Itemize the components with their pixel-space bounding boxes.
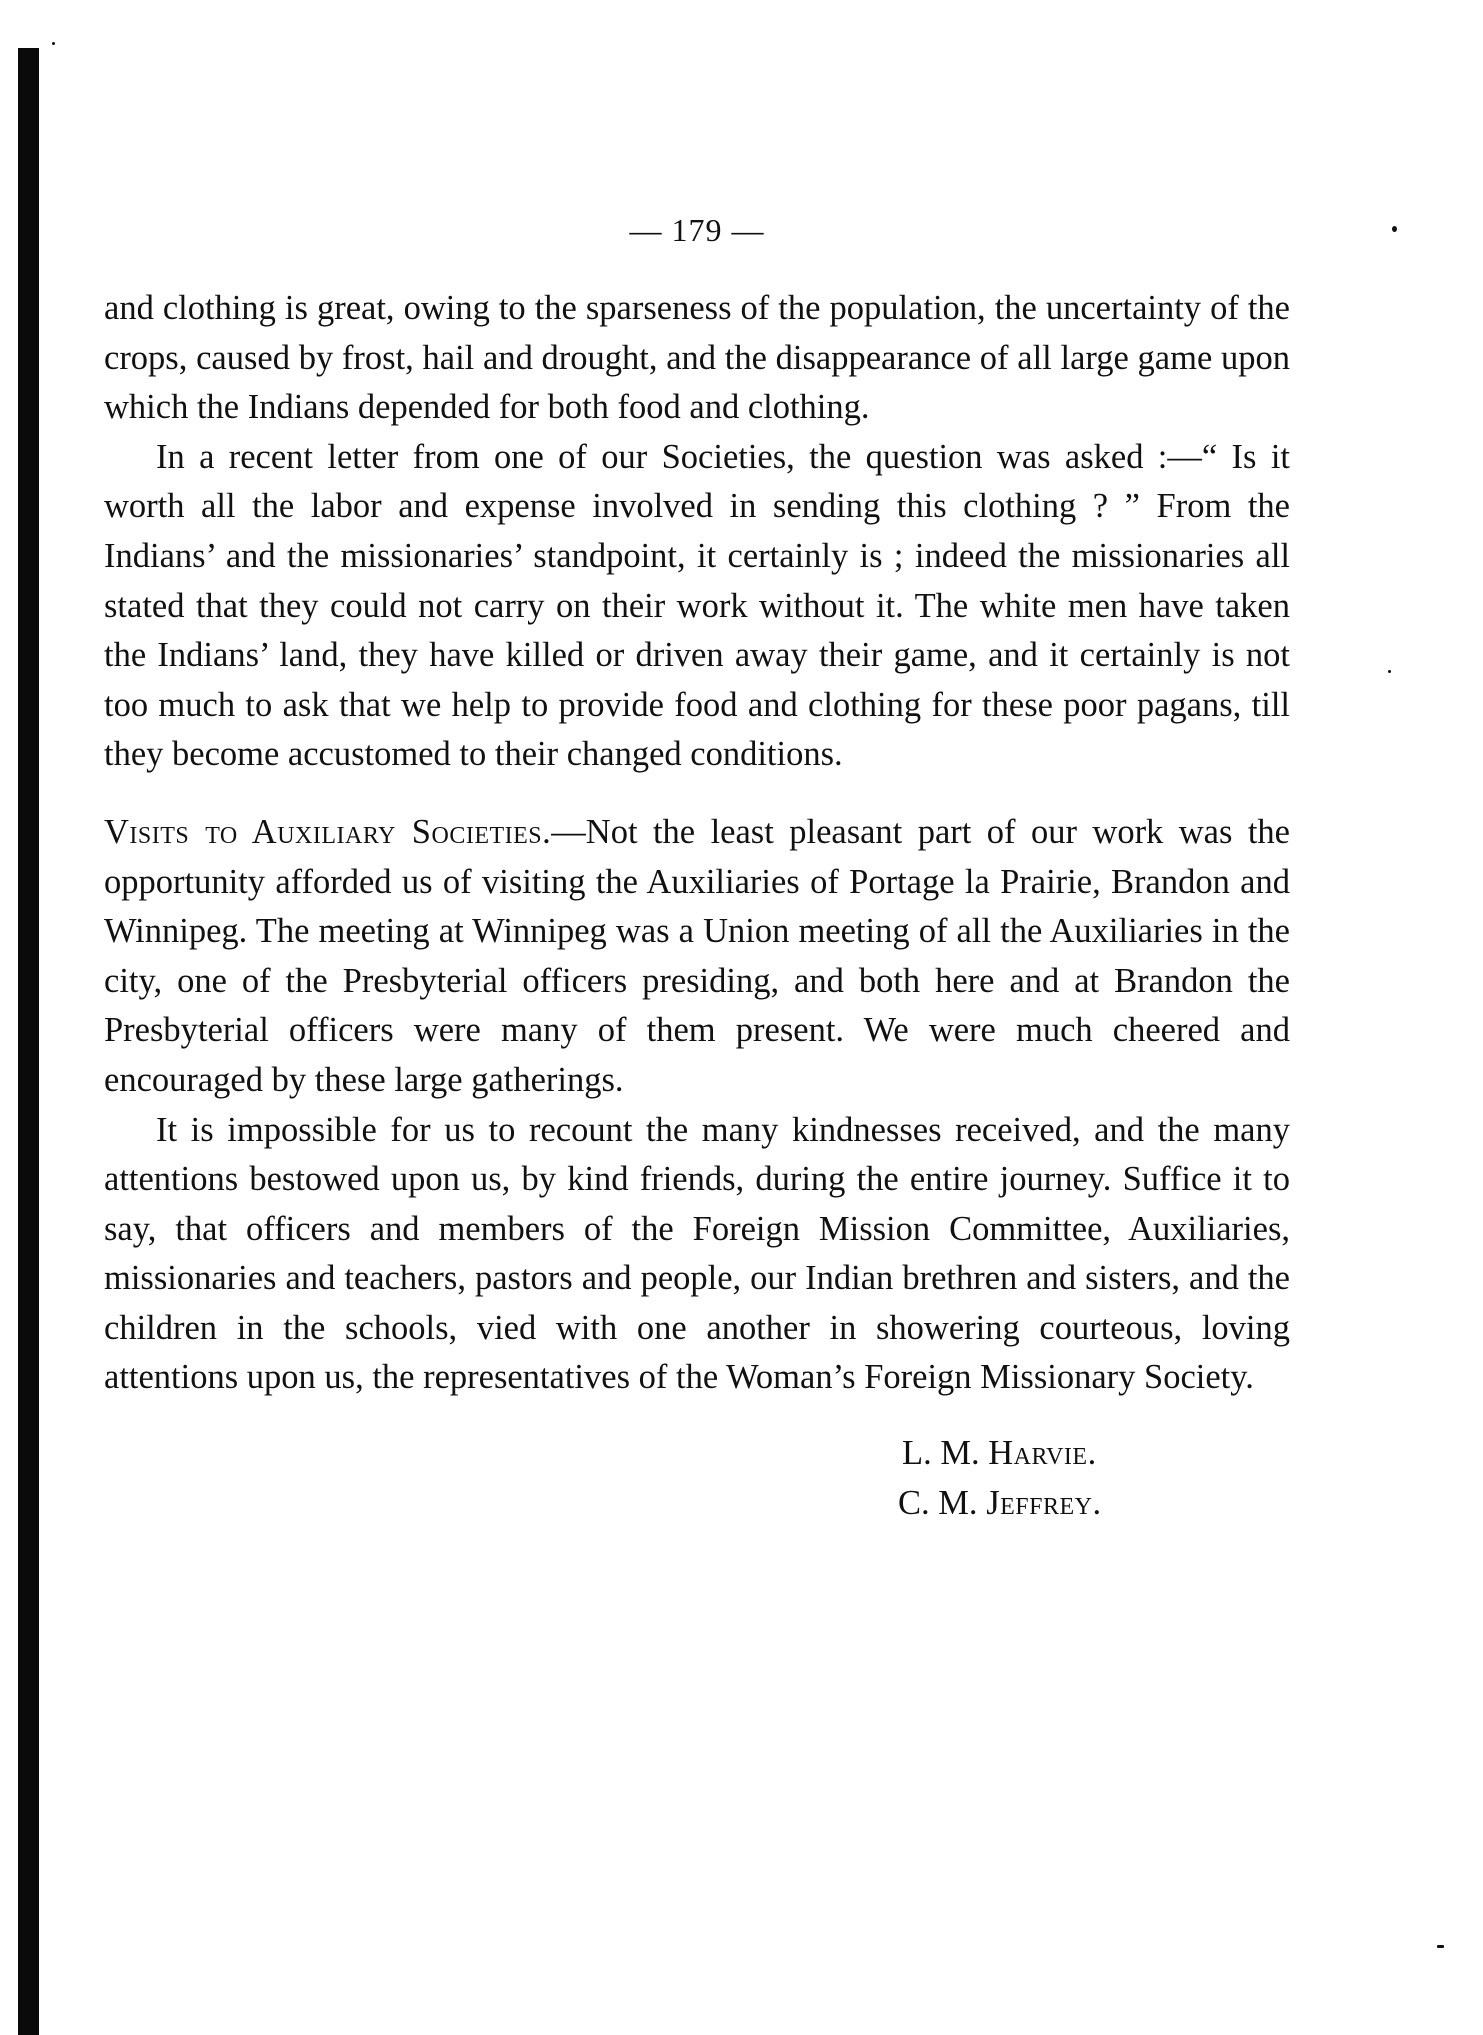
signature-initials: L. M. [902, 1434, 980, 1473]
page-number: — 179 — [629, 212, 765, 248]
paragraph-clothing-question: In a recent letter from one of our Societies, the question was asked :—“ Is it worth all the labor and expense involved in sending this clothing ? ” From the Indians’ and the missionaries’ standpoint, it certainly is ; indeed the missionaries all stated that they could not carry on their work without it. The white men have taken the Indians’ land, they have killed or driven away their game, and it certainly is not too much to ask that we help to provide food and clothing for these poor pagans, till they become accustomed to their changed conditions. [104, 437, 1290, 774]
signature-block [898, 1429, 1290, 1528]
signature-surname: Harvie. [988, 1434, 1097, 1473]
signature-initials: C. M. [898, 1483, 978, 1522]
paragraph-visits-section [104, 808, 1290, 1106]
signature-surname: Jeffrey. [986, 1483, 1102, 1522]
paragraph-kindnesses: It is impossible for us to recount the many kindnesses received, and the many attentions bestowed upon us, by kind friends, during the entire journey. Suffice it to say, that officers and members of the Foreign Mission Committee, Auxiliaries, missionaries and teachers, pastors and people, our Indian brethren and sisters, and the children in the schools, vied with one another in showering courteous, loving attentions upon us, the representatives of the Woman’s Foreign Missionary Society. [104, 1110, 1290, 1397]
signature-harvie [902, 1429, 1290, 1479]
section-heading: Visits to Auxiliary Societies. [104, 812, 552, 851]
binding-edge-shadow [18, 48, 39, 2035]
print-speck [1388, 670, 1391, 673]
section-body: —Not the least pleasant part of our work was the opportunity afforded us of visiting the Auxiliaries of Portage la Prairie, Brandon and Winnipeg. The meeting at Winnipeg was a Union meeting of all the Auxiliaries in the city, one of the Presbyterial officers presiding, and both here and at Brandon the Presbyterial officers were many of them present. We were much cheered and encouraged by these large gatherings. [104, 812, 1290, 1099]
print-speck [1392, 226, 1397, 232]
signature-jeffrey [898, 1479, 1290, 1529]
document-page [104, 210, 1290, 1528]
paragraph-continued: and clothing is great, owing to the sparseness of the population, the uncertainty of the crops, caused by frost, hail and drought, and the disappearance of all large game upon which the Indians depended for both food and clothing. [104, 289, 1290, 427]
print-speck [52, 42, 55, 45]
print-speck [1437, 1945, 1444, 1948]
